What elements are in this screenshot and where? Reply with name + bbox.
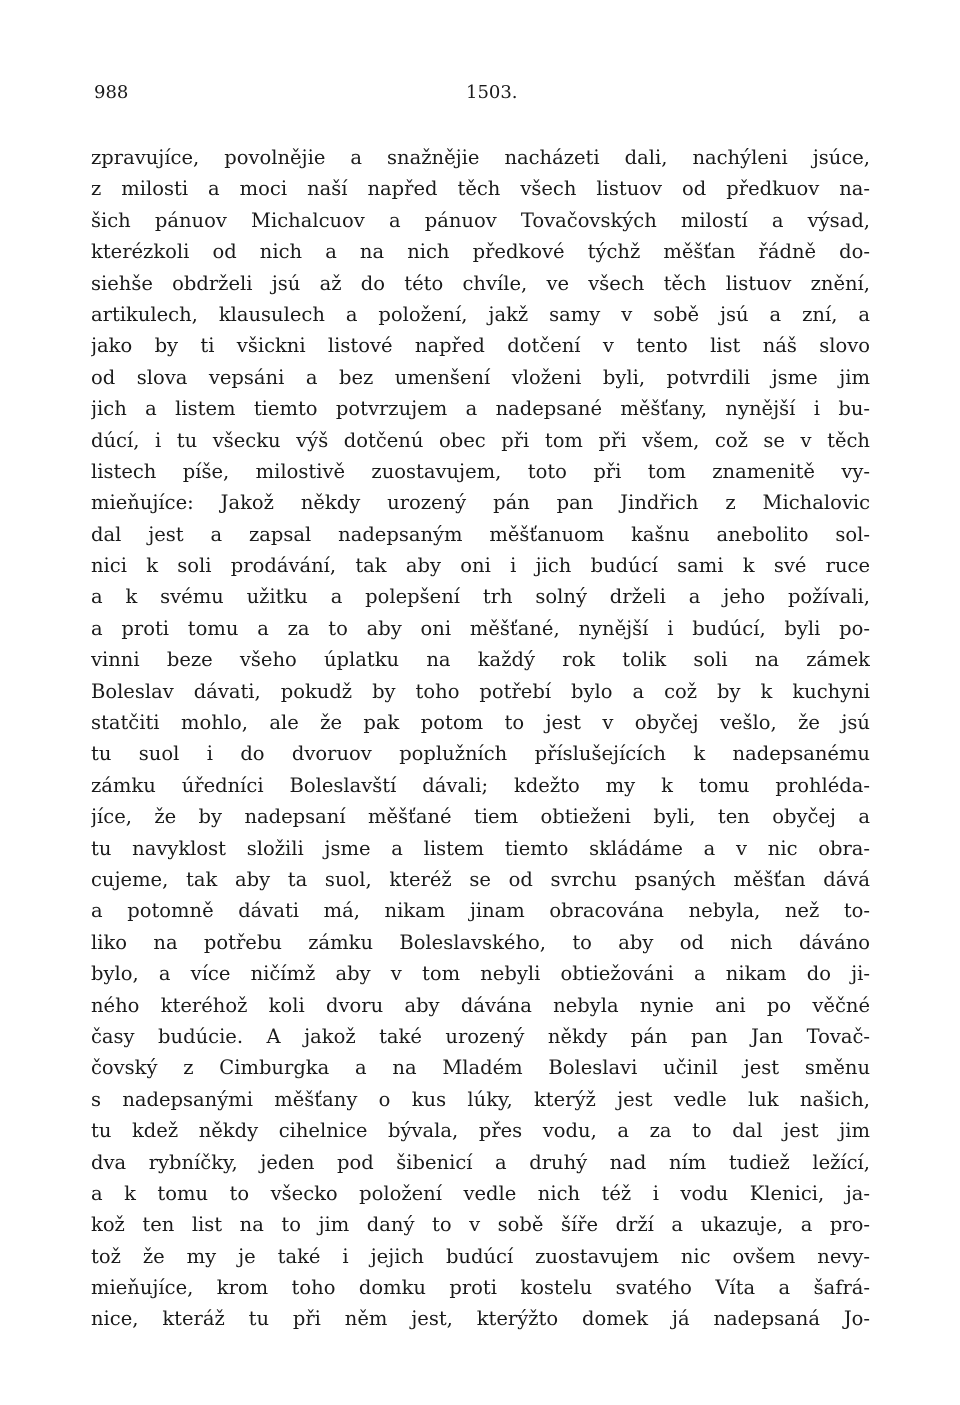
text-line: dva rybníčky, jeden pod šibenicí a druhý nad ním tudiež ležící, <box>91 1150 870 1174</box>
text-line: zpravujíce, povolnějie a snažnějie nacházeti dali, nachýleni jsúce, <box>91 146 870 169</box>
text-line: dúcí, i tu všecku výš dotčenú obec při tom při všem, což se v těch <box>91 428 870 452</box>
year-heading: 1503. <box>466 82 518 103</box>
text-line: listech píše, milostivě zuostavujem, toto při tom znamenitě vy- <box>91 459 870 483</box>
text-line: mieňujíce, krom toho domku proti kostelu svatého Víta a šafrá- <box>91 1276 870 1300</box>
text-line: dal jest a zapsal nadepsaným měšťanuom kašnu anebolito sol- <box>91 522 870 546</box>
text-line: siehše obdrželi jsú až do této chvíle, ve všech těch listuov znění, <box>91 271 870 295</box>
text-line: šich pánuov Michalcuov a pánuov Tovačovských milostí a výsad, <box>91 208 870 232</box>
text-line: kož ten list na to jim daný to v sobě šíře drží a ukazuje, a pro- <box>91 1213 870 1237</box>
page-number: 988 <box>94 82 129 103</box>
text-line: artikulech, klausulech a položení, jakž samy v sobě jsú a zní, a <box>91 302 870 326</box>
text-line: tu kdež někdy cihelnice bývala, přes vodu, a za to dal jest jim <box>91 1119 870 1143</box>
text-line: čovský z Cimburgka a na Mladém Boleslavi učinil jest směnu <box>91 1056 870 1080</box>
text-line: mieňujíce: Jakož někdy urozený pán pan Jindřich z Michalovic <box>91 491 870 515</box>
text-line: tu navyklost složili jsme a listem tiemto skládáme a v nic obra- <box>91 836 870 860</box>
body-text <box>91 142 870 1335</box>
text-line: liko na potřebu zámku Boleslavského, to aby od nich dáváno <box>91 930 870 954</box>
text-line: nice, kteráž tu při něm jest, kterýžto domek já nadepsaná Jo- <box>91 1307 870 1331</box>
text-line: zámku úředníci Boleslavští dávali; kdežto my k tomu prohléda- <box>91 773 870 797</box>
text-line: tu suol i do dvoruov poplužních příslušejících k nadepsanému <box>91 742 870 766</box>
text-line: vinni beze všeho úplatku na každý rok tolik soli na zámek <box>91 648 870 672</box>
text-line: s nadepsanými měšťany o kus lúky, kterýž jest vedle luk našich, <box>91 1087 870 1111</box>
running-head <box>94 80 870 106</box>
text-line: jako by ti všickni listové napřed dotčení v tento list náš slovo <box>91 334 870 358</box>
text-line: statčiti mohlo, ale že pak potom to jest v obyčej vešlo, že jsú <box>91 711 870 735</box>
text-line: a k tomu to všecko položení vedle nich též i vodu Klenici, ja- <box>91 1181 870 1205</box>
text-line: kterézkoli od nich a na nich předkové týchž měšťan řádně do- <box>91 240 870 264</box>
text-line: a k svému užitku a polepšení trh solný drželi a jeho požívali, <box>91 585 870 609</box>
text-line: cujeme, tak aby ta suol, kteréž se od svrchu psaných měšťan dává <box>91 867 870 891</box>
text-line: od slova vepsáni a bez umenšení vloženi byli, potvrdili jsme jim <box>91 365 870 389</box>
text-line: časy budúcie. A jakož také urozený někdy pán pan Jan Tovač- <box>91 1024 870 1048</box>
text-line: tož že my je také i jejich budúcí zuostavujem nic ovšem nevy- <box>91 1244 870 1268</box>
text-line: bylo, a více ničímž aby v tom nebyli obtiežováni a nikam do ji- <box>91 962 870 986</box>
text-line: jich a listem tiemto potvrzujem a nadepsané měšťany, nynější i bu- <box>91 397 870 421</box>
text-line: jíce, že by nadepsaní měšťané tiem obtieženi byli, ten obyčej a <box>91 805 870 829</box>
text-line: ného kteréhož koli dvoru aby dávána nebyla nynie ani po věčné <box>91 993 870 1017</box>
text-line: Boleslav dávati, pokudž by toho potřebí bylo a což by k kuchyni <box>91 679 870 703</box>
text-line: nici k soli prodávání, tak aby oni i jich budúcí sami k své ruce <box>91 554 870 578</box>
text-line: a potomně dávati má, nikam jinam obracována nebyla, než to- <box>91 899 870 923</box>
text-line: a proti tomu a za to aby oni měšťané, nynější i budúcí, byli po- <box>91 616 870 640</box>
text-line: z milosti a moci naší napřed těch všech listuov od předkuov na- <box>91 177 870 201</box>
